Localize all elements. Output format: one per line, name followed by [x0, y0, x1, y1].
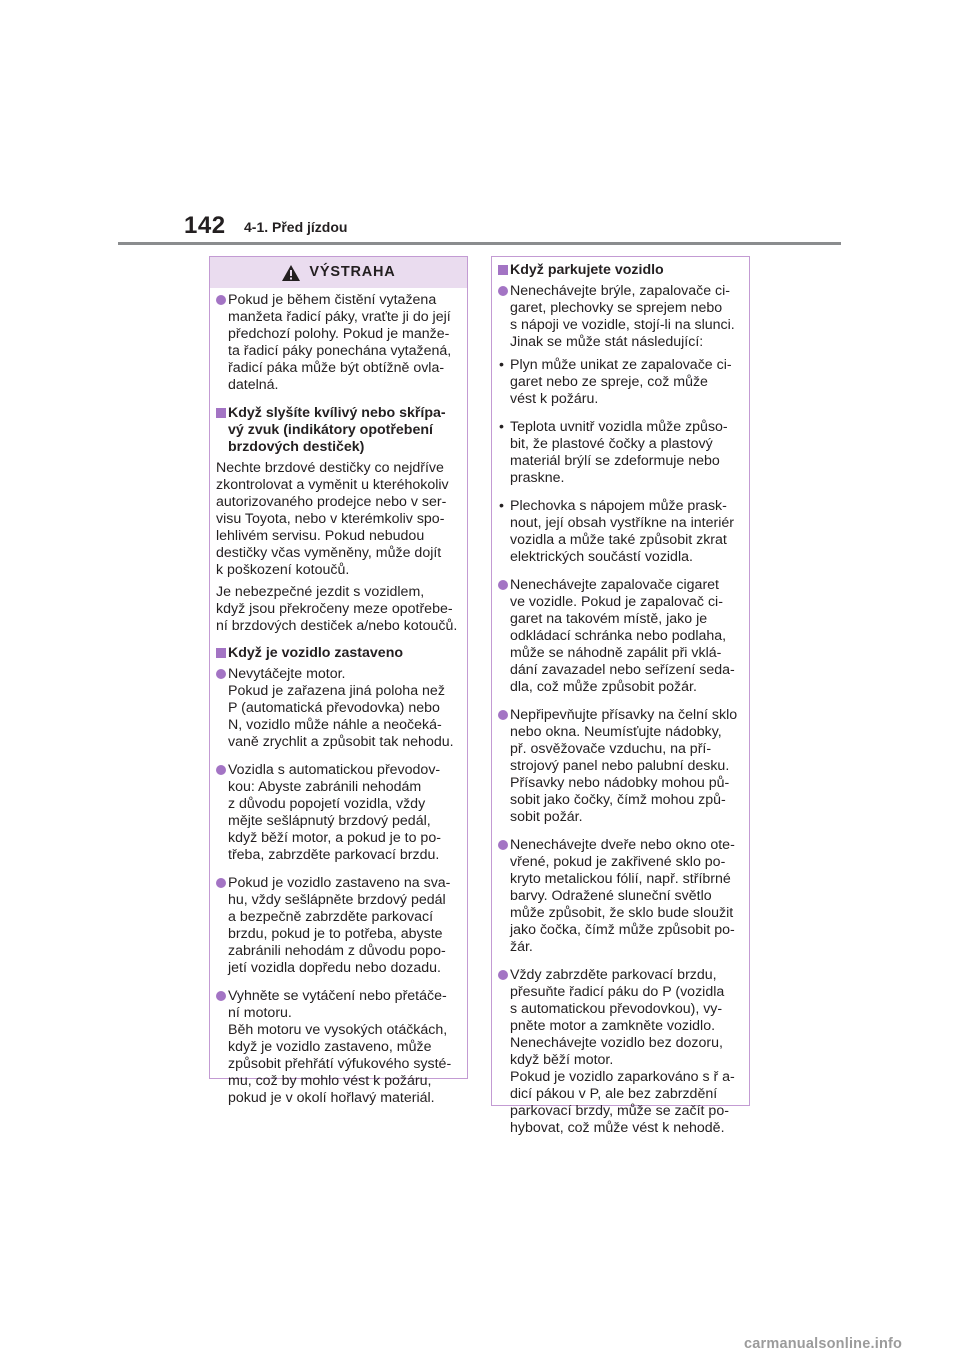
- header-divider: [118, 242, 841, 245]
- warning-header: [210, 257, 467, 288]
- parking-heading: [498, 262, 743, 279]
- list-item: [498, 837, 743, 956]
- warning-triangle-icon: [281, 264, 301, 282]
- bullet-dot-icon: [216, 765, 226, 775]
- bullet-dot-icon: [216, 669, 226, 679]
- square-bullet-icon: [216, 408, 226, 418]
- list-item-text: Pokud je vozidlo zastaveno na sva- hu, vždy sešlápněte brzdový pedál a bezpečně zabrzděte parkovací brzdu, pokud je to potřeba, abyste zabránili nehodám z důvodu popo- jetí vozidla dopředu nebo dozadu.: [228, 875, 451, 976]
- bullet-dot-icon: [216, 295, 226, 305]
- stopped-heading-text: Když je vozidlo zastaveno: [228, 645, 404, 661]
- dash-bullet-icon: •: [499, 419, 504, 435]
- dash-item-text: Teplota uvnitř vozidla může způso- bit, že plastové čočky a plastový materiál brýlí se zdeformuje nebo praskne.: [510, 419, 728, 486]
- dash-item: [498, 498, 743, 566]
- dash-bullet-icon: •: [499, 498, 504, 514]
- parking-box: [491, 256, 750, 1136]
- brake-paragraph: Nechte brzdové destičky co nejdříve zkontrolovat a vyměnit u kteréhokoliv autorizovaného prodejce nebo v ser- visu Toyota, nebo v kterémkoliv spo- lehlivém servisu. Pokud nebudou destičky včas vyměněny, může dojít k poškození kotoučů.: [216, 460, 449, 578]
- section-title: 4-1. Před jízdou: [244, 219, 348, 235]
- bullet-dot-icon: [216, 991, 226, 1001]
- stopped-heading: [216, 645, 461, 662]
- list-item-text: Vyhněte se vytáčení nebo přetáče- ní motoru. Běh motoru ve vysokých otáčkách, když je vozidlo zastaveno, může způsobit přehřátí výfukového systé- mu, což by mohlo vést k požáru, pokud je v okolí hořlavý materiál.: [228, 988, 452, 1106]
- list-item-text: Nenechávejte dveře nebo okno ote- vřené, pokud je zakřivené sklo po- kryto metalickou fólií, např. stříbrné barvy. Odražené sluneční světlo může způsobit, že sklo bude sloužit jako čočka, čímž může způsobit po- žár.: [510, 837, 735, 955]
- bullet-dot-icon: [498, 580, 508, 590]
- list-item-text: Nenechávejte brýle, zapalovače ci- garet, plechovky se sprejem nebo s nápoji ve vozidle, stojí-li na slunci. Jinak se může stát následující:: [510, 283, 735, 350]
- list-item-text: Nepřipevňujte přísavky na čelní sklo nebo okna. Neumísťujte nádobky, př. osvěžovače vzduchu, na pří- strojový panel nebo palubní desku. Přísavky nebo nádobky mohou pů- sobit jako čočky, čímž mohou způ- sobit požár.: [510, 707, 738, 825]
- list-item-text: Nenechávejte zapalovače cigaret ve vozidle. Pokud je zapalovač ci- garet na takovém místě, jako je odkládací schránka nebo podlaha, může se náhodně zapálit při vklá- dání zavazadel nebo seřízení seda- dla, což může způsobit požár.: [510, 577, 735, 695]
- bullet-dot-icon: [216, 878, 226, 888]
- list-item: [216, 666, 461, 751]
- list-item: [498, 967, 743, 1137]
- dash-bullet-icon: •: [499, 357, 504, 373]
- list-item: [498, 707, 743, 826]
- dash-item: [498, 419, 743, 487]
- brake-paragraph: Je nebezpečné jezdit s vozidlem, když jsou překročeny meze opotřebe- ní brzdových destiček a/nebo kotoučů.: [216, 584, 458, 634]
- warning-box: [209, 256, 468, 1106]
- bullet-dot-icon: [498, 970, 508, 980]
- brake-heading: [216, 405, 461, 456]
- bullet-dot-icon: [498, 840, 508, 850]
- parking-heading-text: Když parkujete vozidlo: [510, 262, 664, 278]
- dash-item: [498, 357, 743, 408]
- watermark-link[interactable]: carmanualsonline.info: [744, 1336, 903, 1352]
- dash-item-text: Plechovka s nápojem může prask- nout, její obsah vystříkne na interiér vozidla a může také způsobit zkrat elektrických součástí vozidla.: [510, 498, 734, 565]
- warning-item-text: Pokud je během čistění vytažena manžeta řadicí páky, vraťte ji do její předchozí polohy. Pokud je manže- ta řadicí páky ponechána vytažená, řadicí páka může být obtížně ovla- datelná.: [228, 292, 452, 393]
- dash-item-text: Plyn může unikat ze zapalovače ci- garet nebo ze spreje, což může vést k požáru.: [510, 357, 732, 407]
- brake-heading-text: Když slyšíte kvílivý nebo skřípa- vý zvuk (indikátory opotřebení brzdových destiček): [228, 405, 446, 455]
- warning-item: [216, 292, 461, 394]
- page-number: 142: [184, 212, 226, 239]
- square-bullet-icon: [498, 265, 508, 275]
- list-item-text: Nevytáčejte motor. Pokud je zařazena jiná poloha než P (automatická převodovka) nebo N, vozidlo může náhle a neočeká- vaně zrychlit a způsobit tak nehodu.: [228, 666, 454, 750]
- list-item: [216, 988, 461, 1107]
- bullet-dot-icon: [498, 710, 508, 720]
- list-item-text: Vždy zabrzděte parkovací brzdu, přesuňte řadicí páku do P (vozidla s automatickou převodovkou), vy- pněte motor a zamkněte vozidlo. Nenechávejte vozidlo bez dozoru, když běží motor. Pokud je vozidlo zaparkováno s ř a- dicí pákou v P, ale bez zabrzdění parkovací brzdy, může se začít po- hybovat, což může vést k nehodě.: [510, 967, 735, 1136]
- list-item: [216, 875, 461, 977]
- list-item: [498, 283, 743, 351]
- square-bullet-icon: [216, 648, 226, 658]
- warning-title: VÝSTRAHA: [309, 264, 396, 280]
- list-item: [216, 762, 461, 864]
- list-item-text: Vozidla s automatickou převodov- kou: Abyste zabránili nehodám z důvodu popojetí vozidla, vždy mějte sešlápnutý brzdový pedál, když běží motor, a pokud je to po- třeba, zabrzděte parkovací brzdu.: [228, 762, 441, 863]
- bullet-dot-icon: [498, 286, 508, 296]
- list-item: [498, 577, 743, 696]
